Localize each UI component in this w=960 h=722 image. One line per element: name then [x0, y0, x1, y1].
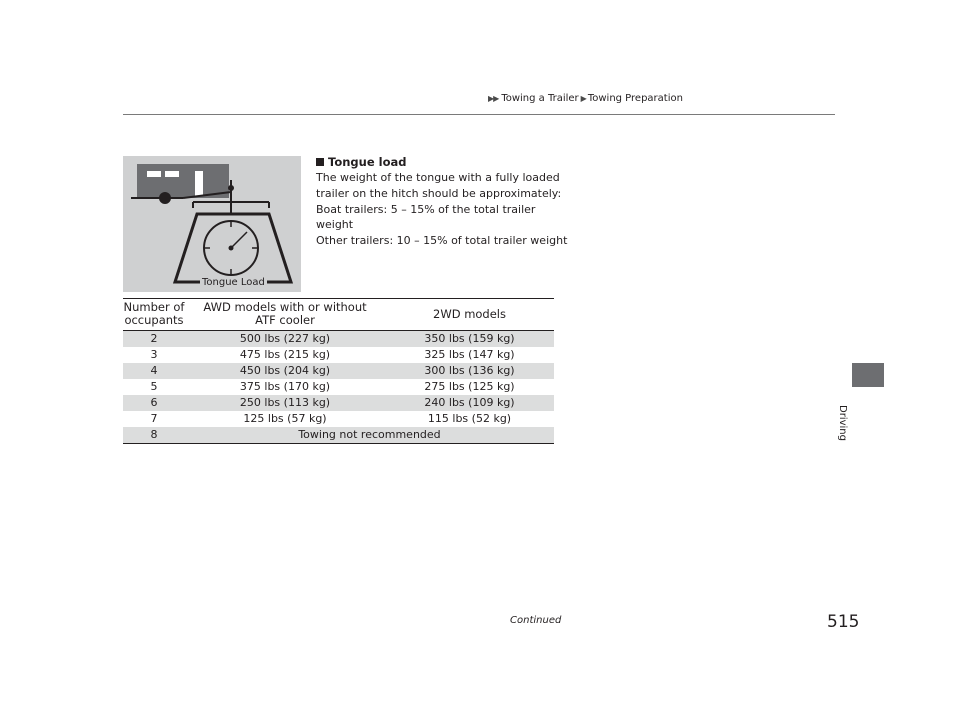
header-occupants-line1: Number of — [123, 300, 185, 314]
header-occupants — [123, 299, 185, 331]
cell-2wd: 300 lbs (136 kg) — [385, 363, 554, 379]
breadcrumb-item-towing-a-trailer[interactable]: Towing a Trailer — [501, 93, 579, 104]
cell-occupants: 7 — [150, 412, 158, 425]
section-line: Other trailers: 10 – 15% of total trailer weight — [316, 234, 568, 248]
cell-occupants: 5 — [150, 380, 158, 393]
section-heading — [316, 155, 406, 169]
chapter-label: Driving — [837, 405, 848, 441]
cell-occupants: 4 — [123, 363, 185, 379]
table-row — [123, 363, 554, 379]
cell-awd: 250 lbs (113 kg) — [185, 395, 385, 411]
section-line: trailer on the hitch should be approximately: — [316, 186, 562, 200]
cell-occupants: 2 — [123, 331, 185, 348]
figure-caption: Tongue Load — [202, 277, 265, 288]
cell-2wd: 275 lbs (125 kg) — [424, 380, 515, 393]
cell-occupants: 3 — [150, 348, 158, 361]
cell-awd: 450 lbs (204 kg) — [185, 363, 385, 379]
table-row — [123, 331, 554, 348]
cell-2wd: 325 lbs (147 kg) — [424, 348, 515, 361]
cell-awd: 375 lbs (170 kg) — [239, 380, 331, 393]
table-header-row — [123, 299, 554, 331]
trailer-scale-illustration — [123, 156, 301, 292]
table-row — [123, 411, 554, 427]
table-row — [123, 395, 554, 411]
section-heading-text: Tongue load — [328, 155, 407, 169]
table-row — [123, 427, 554, 444]
cell-2wd: 115 lbs (52 kg) — [427, 412, 512, 425]
tongue-load-figure — [123, 156, 301, 292]
header-rule — [123, 114, 835, 115]
header-awd-line2: ATF cooler — [255, 313, 315, 327]
double-arrow-icon: ▶▶ — [488, 94, 499, 103]
table-row — [123, 379, 554, 395]
cell-towing-note: Towing not recommended — [185, 427, 554, 444]
cell-occupants: 6 — [123, 395, 185, 411]
header-awd-line1: AWD models with or without — [203, 300, 367, 314]
cell-awd: 475 lbs (215 kg) — [239, 348, 331, 361]
arrow-icon: ▶ — [580, 94, 586, 103]
section-line: The weight of the tongue with a fully loaded — [316, 171, 560, 184]
section-body — [316, 170, 568, 249]
breadcrumb-item-towing-preparation[interactable]: Towing Preparation — [587, 93, 683, 104]
table-row — [123, 347, 554, 363]
header-awd-models — [185, 299, 385, 331]
header-occupants-line2: occupants — [124, 313, 184, 327]
cell-2wd: 240 lbs (109 kg) — [385, 395, 554, 411]
cell-occupants: 8 — [123, 427, 185, 444]
section-line: Boat trailers: 5 – 15% of the total trailer — [316, 202, 536, 216]
header-2wd-models: 2WD models — [385, 299, 554, 331]
square-bullet-icon — [316, 158, 324, 166]
tongue-load-table — [123, 298, 554, 444]
page-number: 515 — [827, 612, 860, 632]
continued-label: Continued — [510, 615, 562, 626]
chapter-tab[interactable] — [852, 363, 884, 387]
cell-awd: 125 lbs (57 kg) — [243, 412, 327, 425]
cell-2wd: 350 lbs (159 kg) — [385, 331, 554, 348]
section-line: weight — [316, 218, 354, 232]
breadcrumb — [488, 93, 683, 104]
cell-awd: 500 lbs (227 kg) — [185, 331, 385, 348]
